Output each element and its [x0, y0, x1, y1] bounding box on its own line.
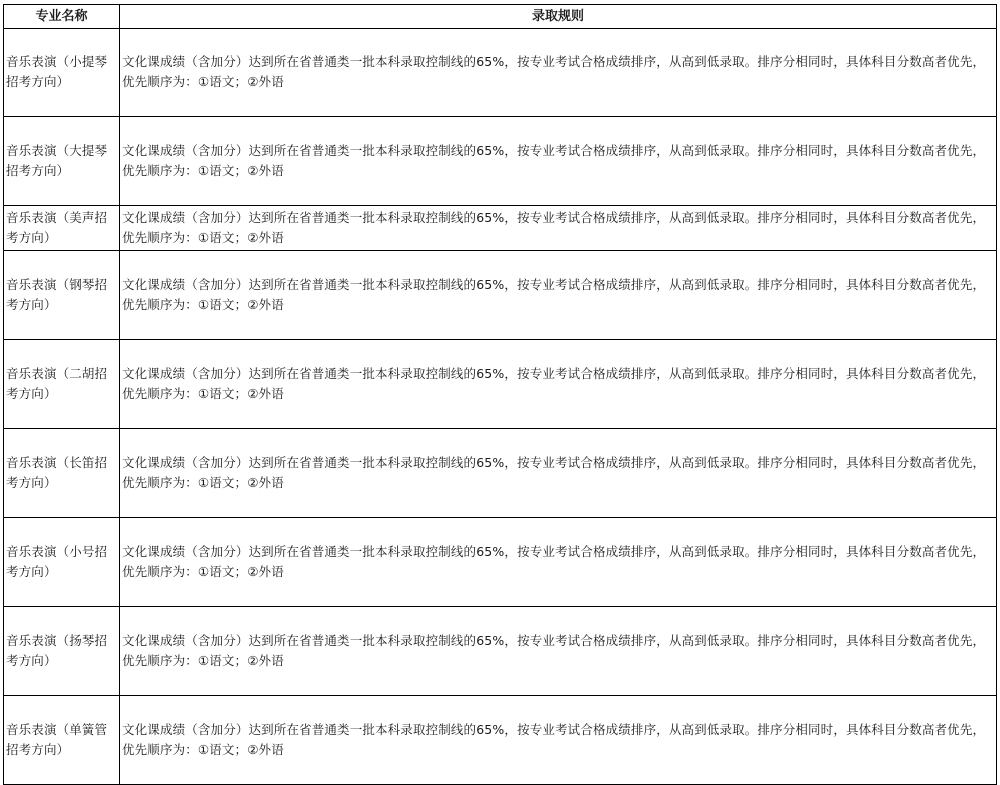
- admission-rule-text: 文化课成绩（含加分）达到所在省普通类一批本科录取控制线的65%，按专业考试合格成绩排序，从高到低录取。排序分相同时，具体科目分数高者优先，优先顺序为：①语文；②外语: [122, 543, 986, 579]
- table-row: [4, 696, 997, 785]
- admission-rule-cell: [120, 518, 997, 607]
- major-name-cell: [4, 206, 120, 251]
- major-name-cell: [4, 518, 120, 607]
- major-name-cell: [4, 696, 120, 785]
- admission-rule-text: 文化课成绩（含加分）达到所在省普通类一批本科录取控制线的65%，按专业考试合格成绩排序，从高到低录取。排序分相同时，具体科目分数高者优先，优先顺序为：①语文；②外语: [122, 632, 986, 668]
- admission-rule-cell: [120, 429, 997, 518]
- table-row: [4, 429, 997, 518]
- admission-rule-text: 文化课成绩（含加分）达到所在省普通类一批本科录取控制线的65%，按专业考试合格成绩排序，从高到低录取。排序分相同时，具体科目分数高者优先，优先顺序为：①语文；②外语: [122, 276, 986, 312]
- major-name-text: 音乐表演（小号招考方向）: [6, 543, 108, 579]
- admission-rules-table: [3, 4, 997, 785]
- major-name-cell: [4, 251, 120, 340]
- header-admission-rule: 录取规则: [120, 5, 997, 29]
- admission-rule-cell: [120, 206, 997, 251]
- admission-rule-text: 文化课成绩（含加分）达到所在省普通类一批本科录取控制线的65%，按专业考试合格成绩排序，从高到低录取。排序分相同时，具体科目分数高者优先，优先顺序为：①语文；②外语: [122, 209, 986, 245]
- major-name-text: 音乐表演（大提琴招考方向）: [6, 142, 108, 178]
- major-name-text: 音乐表演（钢琴招考方向）: [6, 276, 108, 312]
- major-name-cell: [4, 607, 120, 696]
- header-major-name: 专业名称: [4, 5, 120, 29]
- major-name-text: 音乐表演（单簧管招考方向）: [6, 721, 108, 757]
- admission-rule-cell: [120, 117, 997, 206]
- major-name-text: 音乐表演（二胡招考方向）: [6, 365, 108, 401]
- admission-rule-cell: [120, 607, 997, 696]
- major-name-text: 音乐表演（美声招考方向）: [6, 209, 108, 245]
- table-row: [4, 518, 997, 607]
- admission-rule-cell: [120, 29, 997, 117]
- table-row: [4, 117, 997, 206]
- admission-rule-text: 文化课成绩（含加分）达到所在省普通类一批本科录取控制线的65%，按专业考试合格成绩排序，从高到低录取。排序分相同时，具体科目分数高者优先，优先顺序为：①语文；②外语: [122, 454, 986, 490]
- admission-rule-cell: [120, 696, 997, 785]
- admission-rule-text: 文化课成绩（含加分）达到所在省普通类一批本科录取控制线的65%，按专业考试合格成绩排序，从高到低录取。排序分相同时，具体科目分数高者优先，优先顺序为：①语文；②外语: [122, 54, 986, 89]
- major-name-cell: [4, 429, 120, 518]
- admission-rule-text: 文化课成绩（含加分）达到所在省普通类一批本科录取控制线的65%，按专业考试合格成绩排序，从高到低录取。排序分相同时，具体科目分数高者优先，优先顺序为：①语文；②外语: [122, 365, 986, 401]
- admission-rule-text: 文化课成绩（含加分）达到所在省普通类一批本科录取控制线的65%，按专业考试合格成绩排序，从高到低录取。排序分相同时，具体科目分数高者优先，优先顺序为：①语文；②外语: [122, 142, 986, 178]
- table-row: [4, 251, 997, 340]
- major-name-text: 音乐表演（扬琴招考方向）: [6, 632, 108, 668]
- major-name-text: 音乐表演（长笛招考方向）: [6, 454, 108, 490]
- admission-rule-cell: [120, 251, 997, 340]
- major-name-cell: [4, 117, 120, 206]
- table-row: [4, 29, 997, 117]
- table-header-row: [4, 5, 997, 29]
- admission-rule-cell: [120, 340, 997, 429]
- table-row: [4, 607, 997, 696]
- major-name-cell: [4, 340, 120, 429]
- table-row: [4, 340, 997, 429]
- major-name-cell: [4, 29, 120, 117]
- table-row: [4, 206, 997, 251]
- major-name-text: 音乐表演（小提琴招考方向）: [6, 54, 108, 89]
- admission-rule-text: 文化课成绩（含加分）达到所在省普通类一批本科录取控制线的65%，按专业考试合格成绩排序，从高到低录取。排序分相同时，具体科目分数高者优先，优先顺序为：①语文；②外语: [122, 721, 986, 757]
- admission-rules-table-container: [3, 4, 996, 785]
